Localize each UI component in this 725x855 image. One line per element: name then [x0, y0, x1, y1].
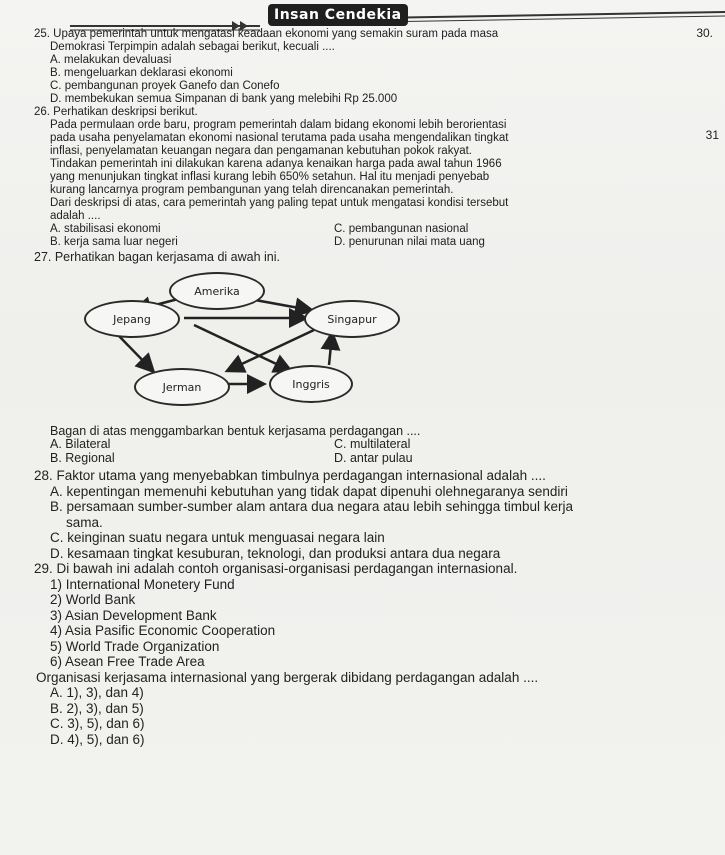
q26-text-line: inflasi, penyelamatan keuangan negara dan pengamanan kebutuhan pokok rakyat. — [50, 145, 472, 157]
q29-item: 4) Asia Pasific Economic Cooperation — [50, 623, 276, 638]
q29-item: 5) World Trade Organization — [50, 638, 220, 654]
q27-option-c[interactable]: C. multilateral — [334, 437, 411, 451]
node-singapur: Singapur — [304, 300, 400, 338]
q26-option-a[interactable]: A. stabilisasi ekonomi — [50, 223, 161, 235]
q29-prompt: Organisasi kerjasama internasional yang bergerak dibidang perdagangan adalah .... — [36, 669, 539, 685]
questions-content — [34, 28, 694, 747]
q25-line2: Demokrasi Terpimpin adalah sebagai berikut, kecuali .... — [50, 41, 335, 53]
q25-option-b[interactable]: B. mengeluarkan deklarasi ekonomi — [50, 67, 233, 79]
q26-text-line: pada usaha penyelamatan ekonomi nasional terutama pada usaha mengendalikan tingkat — [50, 132, 509, 144]
q28-option-c[interactable]: C. keinginan suatu negara untuk menguasai negara lain — [50, 530, 385, 545]
q27-options-row-2 — [34, 452, 694, 466]
q26-option-c[interactable]: C. pembangunan nasional — [334, 223, 469, 235]
question-29 — [34, 561, 694, 747]
q26-text-line: kurang lancarnya program pembangunan yang telah direncanakan pemerintah. — [50, 184, 454, 196]
q28-option-b[interactable]: B. persamaan sumber-sumber alam antara dua negara atau lebih sehingga timbul kerja — [50, 499, 574, 514]
question-25 — [34, 28, 694, 106]
q29-option-a[interactable]: A. 1), 3), dan 4) — [50, 685, 144, 700]
q27-title: 27. Perhatikan bagan kerjasama di awah ini. — [34, 250, 280, 264]
q26-title: 26. Perhatikan deskripsi berikut. — [34, 106, 198, 118]
q29-option-b[interactable]: B. 2), 3), dan 5) — [50, 700, 144, 716]
q27-option-d[interactable]: D. antar pulau — [334, 451, 413, 465]
q25-option-c[interactable]: C. pembangunan proyek Ganefo dan Conefo — [50, 80, 280, 92]
question-28 — [34, 468, 694, 561]
q29-option-c[interactable]: C. 3), 5), dan 6) — [50, 716, 145, 731]
q29-option-d[interactable]: D. 4), 5), dan 6) — [50, 731, 145, 747]
q29-item: 6) Asean Free Trade Area — [50, 654, 205, 669]
q26-option-d[interactable]: D. penurunan nilai mata uang — [334, 236, 485, 248]
q29-title: 29. Di bawah ini adalah contoh organisasi-organisasi perdagangan internasional. — [34, 561, 518, 576]
node-inggris: Inggris — [269, 365, 353, 403]
question-27 — [34, 251, 694, 466]
brand-logo: Insan Cendekia — [268, 4, 408, 26]
q27-prompt: Bagan di atas menggambarkan bentuk kerjasama perdagangan .... — [50, 424, 421, 438]
q28-title: 28. Faktor utama yang menyebabkan timbulnya perdagangan internasional adalah .... — [34, 468, 546, 483]
q27-options-row-1 — [34, 438, 694, 452]
q28-option-b-cont: sama. — [66, 514, 103, 530]
q26-text-line: yang menunjukan tingkat inflasi kurang lebih 650% setahun. Hal itu menjadi penyebab — [50, 171, 490, 183]
node-jepang: Jepang — [84, 300, 180, 338]
node-jerman: Jerman — [134, 368, 230, 406]
q25-line1: 25. Upaya pemerintah untuk mengatasi keadaan ekonomi yang semakin suram pada masa — [34, 28, 499, 40]
q28-option-a[interactable]: A. kepentingan memenuhi kebutuhan yang tidak dapat dipenuhi olehnegaranya sendiri — [50, 483, 568, 499]
q29-item: 1) International Monetery Fund — [50, 576, 235, 592]
q26-text-line: Dari deskripsi di atas, cara pemerintah yang paling tepat untuk mengatasi kondisi tersebut — [50, 197, 509, 209]
question-26 — [34, 106, 694, 249]
q26-text-line: Pada permulaan orde baru, program pemerintah dalam bidang ekonomi lebih berorientasi — [50, 119, 507, 131]
q29-item: 2) World Bank — [50, 592, 136, 607]
q27-option-a[interactable]: A. Bilateral — [50, 437, 111, 451]
q26-options-row-2 — [34, 236, 694, 249]
side-question-number: 31 — [705, 128, 719, 142]
q26-options-row-1 — [34, 223, 694, 236]
question-number-right: 30. — [696, 26, 713, 40]
node-amerika: Amerika — [169, 272, 265, 310]
q27-option-b[interactable]: B. Regional — [50, 451, 115, 465]
q28-option-d[interactable]: D. kesamaan tingkat kesuburan, teknologi, dan produksi antara dua negara — [50, 545, 501, 561]
q25-option-d[interactable]: D. membekukan semua Simpanan di bank yang melebihi Rp 25.000 — [50, 93, 398, 105]
q25-option-a[interactable]: A. melakukan devaluasi — [50, 54, 172, 66]
q26-text-line: adalah .... — [50, 210, 101, 222]
trade-diagram — [74, 270, 414, 420]
q29-item: 3) Asian Development Bank — [50, 607, 217, 623]
q26-text-line: Tindakan pemerintah ini dilakukan karena adanya kenaikan harga pada awal tahun 1966 — [50, 158, 502, 170]
q26-option-b[interactable]: B. kerja sama luar negeri — [50, 236, 178, 248]
